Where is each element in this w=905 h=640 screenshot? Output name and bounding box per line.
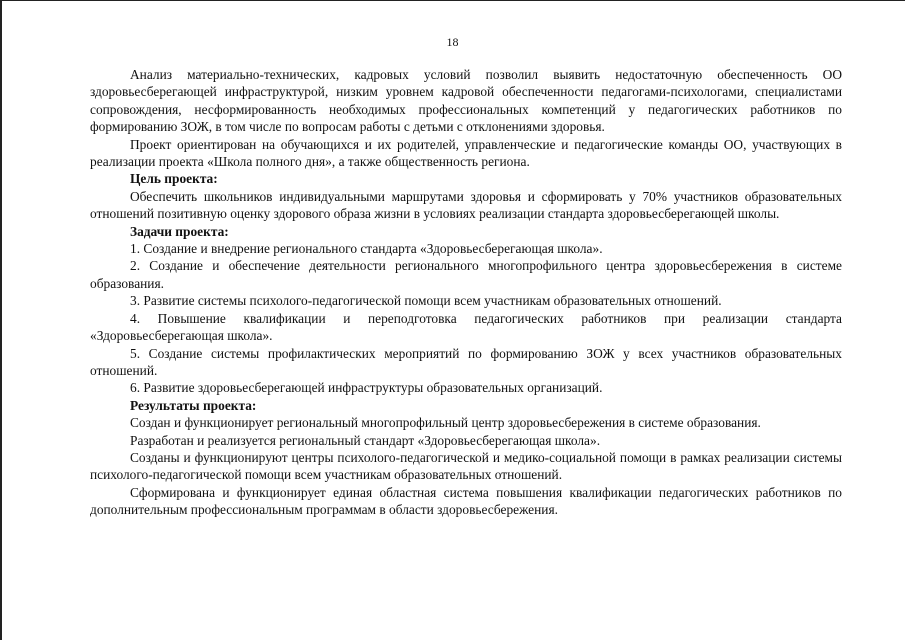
page-border-top	[0, 0, 905, 1]
heading-project-goal: Цель проекта:	[130, 171, 218, 187]
result-item-2: Разработан и реализуется региональный стандарт «Здоровьесберегающая школа».	[130, 432, 601, 448]
task-item-1: 1. Создание и внедрение регионального стандарта «Здоровьесберегающая школа».	[130, 241, 603, 257]
task-item-5: 5. Создание системы профилактических мероприятий по формированию ЗОЖ у всех участников образовательных отношений.	[90, 345, 842, 378]
paragraph-analysis: Анализ материально-технических, кадровых условий позволил выявить недостаточную обеспеченность ОО здоровьесберегающей инфраструктурой, низким уровнем кадровой обеспеченности педагогами-психологами, специалистами сопровождения, несформированность необходимых профессиональных компетенций у педагогических работников по формированию ЗОЖ, в том числе по вопросам работы с детьми с отклонениями здоровья.	[90, 67, 842, 135]
heading-project-results: Результаты проекта:	[130, 397, 257, 413]
paragraph-project-goal: Обеспечить школьников индивидуальными маршрутами здоровья и сформировать у 70% участников образовательных отношений позитивную оценку здорового образа жизни в условиях реализации стандарта здоровьесберегающей школы.	[90, 188, 842, 222]
result-item-4: Сформирована и функционирует единая областная система повышения квалификации педагогических работников по дополнительным профессиональным программам в области здоровьесбережения.	[90, 484, 842, 518]
document-body	[90, 66, 842, 519]
task-item-2: 2. Создание и обеспечение деятельности регионального многопрофильного центра здоровьесбережения в системе образования.	[90, 258, 842, 291]
task-item-6: 6. Развитие здоровьесберегающей инфраструктуры образовательных организаций.	[130, 380, 603, 396]
page-number: 18	[446, 35, 459, 49]
paragraph-target-audience: Проект ориентирован на обучающихся и их родителей, управленческие и педагогические команды ОО, участвующих в реализации проекта «Школа полного дня», а также общественность региона.	[90, 136, 842, 170]
heading-project-tasks: Задачи проекта:	[130, 223, 229, 239]
page-border-left	[0, 0, 2, 640]
task-item-3: 3. Развитие системы психолого-педагогической помощи всем участникам образовательных отношений.	[130, 293, 722, 309]
result-item-3: Созданы и функционируют центры психолого-педагогической и медико-социальной помощи в рамках реализации системы психолого-педагогической помощи всем участникам образовательных отношений.	[90, 449, 842, 483]
result-item-1: Создан и функционирует региональный многопрофильный центр здоровьесбережения в системе образования.	[130, 415, 761, 431]
task-item-4: 4. Повышение квалификации и переподготовка педагогических работников при реализации стандарта «Здоровьесберегающая школа».	[90, 310, 842, 344]
